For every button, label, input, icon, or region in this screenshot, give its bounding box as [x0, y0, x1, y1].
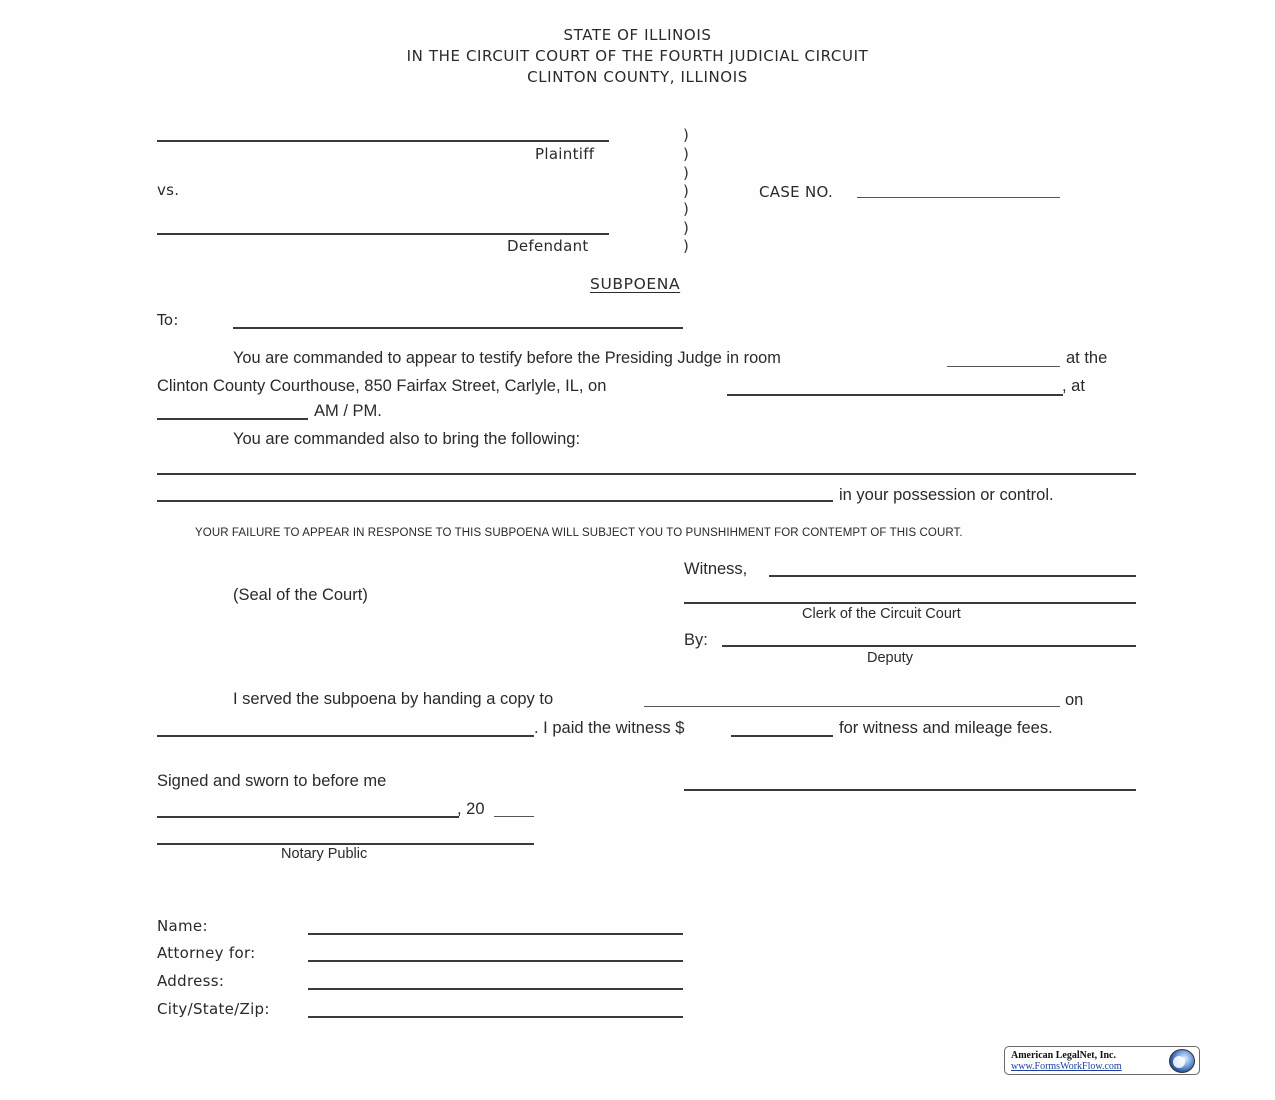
caption-paren: ) [683, 126, 689, 144]
possession-text: in your possession or control. [839, 486, 1054, 504]
on-text: on [1065, 691, 1084, 709]
items-line-1[interactable] [157, 473, 1136, 475]
caption-paren: ) [683, 200, 689, 218]
attorney-city-state-zip-label: City/State/Zip: [157, 1000, 270, 1018]
plaintiff-label: Plaintiff [535, 145, 595, 163]
caption-paren: ) [683, 219, 689, 237]
header-court: IN THE CIRCUIT COURT OF THE FOURTH JUDICIAL CIRCUIT [406, 47, 869, 65]
items-line-2[interactable] [157, 500, 833, 502]
deputy-label: Deputy [867, 650, 913, 666]
caption-paren: ) [683, 164, 689, 182]
logo-url-link[interactable]: www.FormsWorkFlow.com [1011, 1061, 1122, 1072]
case-no-line[interactable] [857, 197, 1060, 198]
year-prefix: , 20 [457, 800, 485, 818]
notary-signature-line[interactable] [157, 843, 534, 845]
witness-fee-line[interactable] [731, 735, 833, 737]
appear-text: You are commanded to appear to testify before the Presiding Judge in room [233, 349, 781, 367]
plaintiff-name-line[interactable] [157, 140, 609, 142]
served-person-line[interactable] [644, 706, 1060, 707]
case-no-label: CASE NO. [759, 183, 834, 201]
header-state: STATE OF ILLINOIS [563, 26, 712, 44]
deputy-signature-line[interactable] [722, 645, 1136, 647]
attorney-address-field[interactable] [308, 988, 683, 990]
american-legalnet-logo[interactable] [1004, 1046, 1200, 1075]
paid-witness-text: . I paid the witness $ [534, 719, 685, 737]
to-label: To: [157, 311, 179, 329]
clerk-label: Clerk of the Circuit Court [802, 606, 961, 622]
am-pm-text: AM / PM. [314, 402, 382, 420]
globe-icon [1169, 1049, 1195, 1073]
sworn-label: Signed and sworn to before me [157, 772, 387, 790]
sworn-year-line[interactable] [494, 816, 534, 817]
mileage-fees-text: for witness and mileage fees. [839, 719, 1053, 737]
clerk-signature-line[interactable] [684, 602, 1136, 604]
witness-label: Witness, [684, 560, 748, 578]
bring-items-text: You are commanded also to bring the following: [233, 430, 581, 448]
logo-company-name: American LegalNet, Inc. [1011, 1050, 1116, 1061]
caption-paren: ) [683, 145, 689, 163]
vs-label: vs. [157, 181, 180, 199]
attorney-city-state-zip-field[interactable] [308, 1016, 683, 1018]
attorney-name-label: Name: [157, 917, 208, 935]
service-date-line[interactable] [157, 735, 534, 737]
caption-paren: ) [683, 237, 689, 255]
server-signature-line[interactable] [684, 789, 1136, 791]
caption-paren: ) [683, 182, 689, 200]
attorney-name-field[interactable] [308, 933, 683, 935]
at-the-text: at the [1066, 349, 1108, 367]
room-number-line[interactable] [947, 366, 1060, 367]
courthouse-address-text: Clinton County Courthouse, 850 Fairfax Street, Carlyle, IL, on [157, 377, 607, 395]
appearance-date-line[interactable] [727, 394, 1063, 396]
attorney-for-label: Attorney for: [157, 944, 256, 962]
seal-of-court-label: (Seal of the Court) [233, 586, 368, 604]
sworn-date-line[interactable] [157, 816, 459, 818]
document-title: SUBPOENA [590, 275, 681, 293]
attorney-for-field[interactable] [308, 960, 683, 962]
at-text: , at [1062, 377, 1085, 395]
defendant-label: Defendant [507, 237, 589, 255]
attorney-address-label: Address: [157, 972, 225, 990]
notary-public-label: Notary Public [281, 846, 368, 862]
to-recipient-line[interactable] [233, 327, 683, 329]
defendant-name-line[interactable] [157, 233, 609, 235]
served-text: I served the subpoena by handing a copy to [233, 690, 554, 708]
contempt-warning: YOUR FAILURE TO APPEAR IN RESPONSE TO THIS SUBPOENA WILL SUBJECT YOU TO PUNSHIHMENT FOR CONTEMPT OF THIS COURT. [195, 527, 963, 539]
witness-name-line[interactable] [769, 575, 1136, 577]
header-county: CLINTON COUNTY, ILLINOIS [527, 68, 748, 86]
by-label: By: [684, 631, 708, 649]
appearance-time-line[interactable] [157, 418, 308, 420]
